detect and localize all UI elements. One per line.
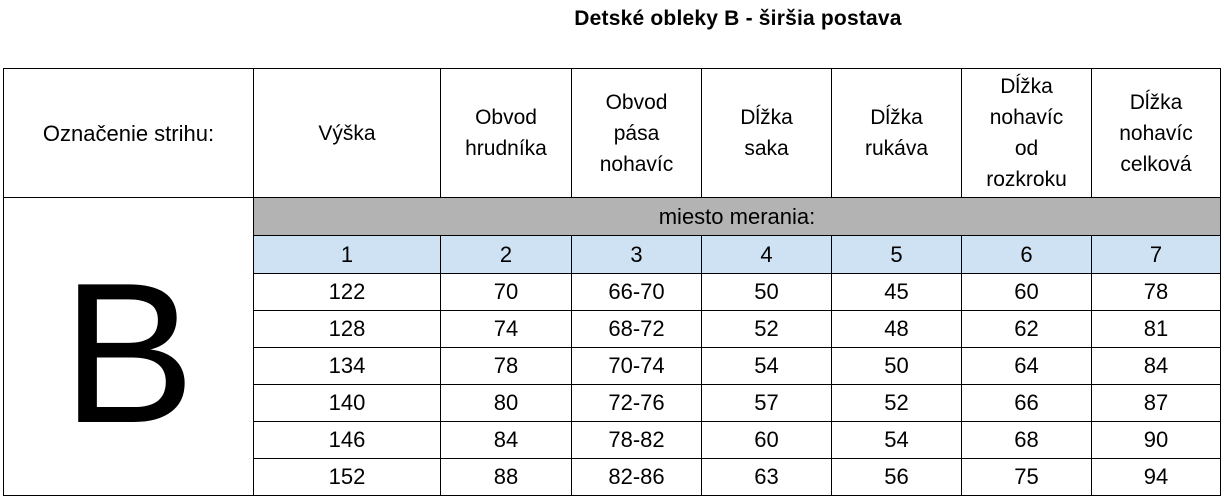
table-cell: 64 — [962, 348, 1092, 385]
header-row — [4, 69, 1221, 198]
table-cell: 72-76 — [572, 385, 702, 422]
table-cell: 48 — [832, 311, 962, 348]
measure-number: 5 — [832, 236, 962, 274]
table-cell: 68 — [962, 422, 1092, 459]
table-cell: 90 — [1092, 422, 1221, 459]
table-cell: 134 — [254, 348, 441, 385]
table-cell: 60 — [962, 274, 1092, 311]
table-cell: 75 — [962, 459, 1092, 496]
measure-number: 3 — [572, 236, 702, 274]
table-cell: 128 — [254, 311, 441, 348]
table-cell: 52 — [832, 385, 962, 422]
table-cell: 84 — [1092, 348, 1221, 385]
measure-number: 4 — [702, 236, 832, 274]
table-cell: 70-74 — [572, 348, 702, 385]
measure-row — [4, 198, 1221, 236]
header-waist: Obvod pása nohavíc — [572, 69, 702, 198]
header-cut-label: Označenie strihu: — [4, 69, 254, 198]
table-cell: 78 — [1092, 274, 1221, 311]
header-height: Výška — [254, 69, 441, 198]
table-cell: 60 — [702, 422, 832, 459]
table-cell: 54 — [702, 348, 832, 385]
table-cell: 56 — [832, 459, 962, 496]
table-cell: 78-82 — [572, 422, 702, 459]
measure-number: 6 — [962, 236, 1092, 274]
table-cell: 62 — [962, 311, 1092, 348]
table-cell: 94 — [1092, 459, 1221, 496]
table-cell: 50 — [702, 274, 832, 311]
cut-label-cell: B — [4, 198, 254, 496]
table-cell: 81 — [1092, 311, 1221, 348]
table-cell: 87 — [1092, 385, 1221, 422]
table-cell: 84 — [441, 422, 572, 459]
measure-number: 1 — [254, 236, 441, 274]
table-cell: 66 — [962, 385, 1092, 422]
measure-label: miesto merania: — [254, 198, 1221, 236]
header-inseam: Dĺžka nohavíc od rozkroku — [962, 69, 1092, 198]
table-cell: 52 — [702, 311, 832, 348]
table-cell: 152 — [254, 459, 441, 496]
table-cell: 70 — [441, 274, 572, 311]
table-cell: 74 — [441, 311, 572, 348]
size-table — [3, 68, 1221, 496]
table-cell: 146 — [254, 422, 441, 459]
table-cell: 122 — [254, 274, 441, 311]
table-cell: 50 — [832, 348, 962, 385]
table-cell: 82-86 — [572, 459, 702, 496]
header-chest: Obvod hrudníka — [441, 69, 572, 198]
header-jacket-length: Dĺžka saka — [702, 69, 832, 198]
table-cell: 80 — [441, 385, 572, 422]
table-cell: 63 — [702, 459, 832, 496]
table-cell: 88 — [441, 459, 572, 496]
table-cell: 78 — [441, 348, 572, 385]
page-title: Detské obleky B - širšia postava — [574, 7, 902, 30]
header-trouser-length: Dĺžka nohavíc celková — [1092, 69, 1221, 198]
measure-number: 7 — [1092, 236, 1221, 274]
measure-number: 2 — [441, 236, 572, 274]
table-cell: 45 — [832, 274, 962, 311]
table-cell: 57 — [702, 385, 832, 422]
table-cell: 68-72 — [572, 311, 702, 348]
header-sleeve-length: Dĺžka rukáva — [832, 69, 962, 198]
table-cell: 140 — [254, 385, 441, 422]
table-cell: 54 — [832, 422, 962, 459]
table-cell: 66-70 — [572, 274, 702, 311]
